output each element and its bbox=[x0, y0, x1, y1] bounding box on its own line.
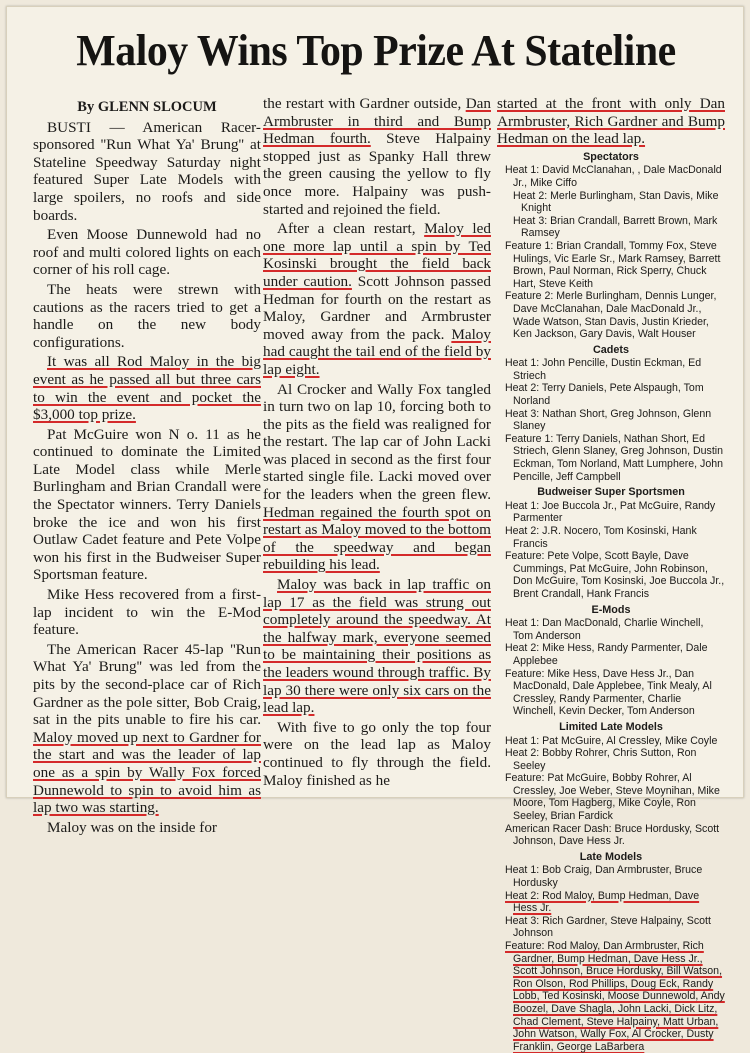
paragraph: Even Moose Dunnewold had no roof and multi colored lights on each corner of his roll cage. bbox=[33, 226, 261, 279]
text-run: Steve Halpainy stopped just as Spanky Hall threw the green causing the yellow to fly once more. Halpainy was push-started and rejoined the field. bbox=[263, 130, 491, 218]
text-run: After a clean restart, bbox=[277, 220, 425, 238]
highlight: Dan Armbruster in third and Bump Hedman fourth. bbox=[263, 95, 491, 148]
result-line-highlighted bbox=[505, 890, 725, 915]
highlight: Maloy led one more lap until a spin by Ted Kosinski brought the field back under caution. bbox=[263, 220, 491, 290]
paragraph bbox=[33, 641, 261, 817]
result-line: Heat 3: Nathan Short, Greg Johnson, Glenn Slaney bbox=[505, 407, 712, 433]
results-section-title: Spectators bbox=[583, 150, 639, 163]
result-line: Heat 1: David McClanahan, , Dale MacDonald Jr., Mike Ciffo bbox=[505, 164, 722, 189]
result-line: Heat 1: John Pencille, Dustin Eckman, Ed Striech bbox=[505, 357, 702, 382]
paragraph: Mike Hess recovered from a first-lap incident to win the E-Mod feature. bbox=[33, 586, 261, 639]
result-line: Heat 1: Joe Buccola Jr., Pat McGuire, Randy Parmenter bbox=[505, 499, 716, 525]
results-section-title: Limited Late Models bbox=[559, 720, 663, 733]
article-column-2 bbox=[263, 95, 491, 799]
result-line: Heat 3: Brian Crandall, Barrett Brown, Mark Ramsey bbox=[513, 214, 718, 240]
paragraph-highlighted bbox=[33, 353, 261, 423]
paragraph: BUSTI — American Racer-sponsored ''Run What Ya' Brung'' at Stateline Speedway Saturday night featured Super Late Models with large spoilers, no roofs and side boards. bbox=[33, 118, 261, 224]
result-line: Heat 2: Bobby Rohrer, Chris Sutton, Ron Seeley bbox=[505, 747, 697, 772]
paragraph bbox=[263, 220, 491, 378]
result-line: Heat 1: Bob Craig, Dan Armbruster, Bruce Hordusky bbox=[505, 864, 703, 890]
results-section-title: E-Mods bbox=[591, 603, 631, 616]
result-line: Feature 2: Merle Burlingham, Dennis Lunger, Dave McClanahan, Dale MacDonald Jr., Wade Watson, Stan Davis, Justin Krieder, Ken Jackson, Gary Davis, Walt Houser bbox=[505, 290, 717, 341]
results-column bbox=[497, 95, 725, 1053]
byline: By GLENN SLOCUM bbox=[77, 99, 217, 115]
paragraph bbox=[263, 95, 491, 218]
result-line: Feature 1: Brian Crandall, Tommy Fox, Steve Hulings, Vic Earle Sr., Mark Ramsey, Barrett Brown, Paul Norman, Rick Sperry, Chuck Hart, Steve Keith bbox=[505, 239, 721, 290]
text-run: Al Crocker and Wally Fox tangled in turn two on lap 10, forcing both to the pits as the field was realigned for the restart. The lap car of John Lacki was placed in second as the first four started single file. Lacki moved over for the leaders when the green flew. bbox=[263, 380, 491, 504]
highlight: started at the front with only Dan Armbruster, Rich Gardner and Bump Hedman on the lead lap. bbox=[497, 95, 725, 148]
result-line: Heat 2: Terry Daniels, Pete Alspaugh, Tom Norland bbox=[505, 382, 704, 408]
result-line: Feature 1: Terry Daniels, Nathan Short, Ed Striech, Glenn Slaney, Greg Johnson, Dustin Eckman, Tom Norland, Matt Lumphere, John Pencille, Jeff Campbell bbox=[505, 432, 724, 483]
text-run: The American Racer 45-lap ''Run What Ya' Brung'' was led from the pits by the second-place car of Rich Gardner as the pole sitter, Bob Craig, sat in the pits unable to fire his car. bbox=[33, 640, 261, 729]
result-line: Feature: Pat McGuire, Bobby Rohrer, Al Cressley, Joe Weber, Steve Moynihan, Mike Moore, Tom Hagberg, Mike Coyle, Ron Seeley, Brian Fardick bbox=[505, 772, 720, 823]
results-section-title: Late Models bbox=[579, 850, 643, 863]
paragraph: Maloy was on the inside for bbox=[47, 818, 217, 836]
paragraph bbox=[263, 381, 491, 575]
highlight: Maloy had caught the tail end of the field by lap eight. bbox=[263, 325, 491, 378]
paragraph-highlighted bbox=[263, 576, 491, 717]
paragraph: The heats were strewn with cautions as the racers tried to get a handle on the new body configurations. bbox=[33, 280, 261, 351]
result-line: Feature: Pete Volpe, Scott Bayle, Dave Cummings, Pat McGuire, John Robinson, Don McGuire, Tom Kosinski, Joe Buccola Jr., Brent Crandall, Hank Francis bbox=[505, 550, 725, 600]
highlight: Heat 2: Rod Maloy, Bump Hedman, Dave Hess Jr. bbox=[505, 889, 700, 915]
result-line: Heat 1: Pat McGuire, Al Cressley, Mike Coyle bbox=[505, 734, 718, 747]
highlight: Feature: Rod Maloy, Dan Armbruster, Rich Gardner, Bump Hedman, Dave Hess Jr., Scott Johnson, Bruce Hordusky, Bill Watson, Ron Olson, Rod Phillips, Doug Eck, Randy Lobb, Ted Kosinski, Moose Dunnewold, Andy Boozel, Dave Shagla, John Lacki, Dick Litz, Chad Clement, Steve Halpainy, Matt Urban, John Watson, Wally Fox, Al Crocker, Dusty Franklin, George LaBarbera bbox=[505, 940, 725, 1053]
highlight: Maloy was back in lap traffic on lap 17 as the field was strung out completely around the speedway. At the halfway mark, everyone seemed to be maintaining their positions as the leaders wound through traffic. By lap 30 there were only six cars on the lead lap. bbox=[263, 576, 491, 717]
newspaper-clipping bbox=[6, 6, 744, 1053]
paragraph-highlighted bbox=[497, 95, 725, 148]
paragraph: With five to go only the top four were on the lead lap as Maloy continued to fly through the field. Maloy finished as he bbox=[263, 718, 491, 789]
result-line-highlighted bbox=[505, 940, 725, 1053]
result-line: Heat 2: J.R. Nocero, Tom Kosinski, Hank Francis bbox=[505, 525, 697, 550]
highlight: Hedman regained the fourth spot on restart as Maloy moved to the bottom of the speedway and began rebuilding his lead. bbox=[263, 503, 491, 574]
result-line: Feature: Mike Hess, Dave Hess Jr., Dan MacDonald, Dale Applebee, Tink Mealy, Al Cressley, Randy Parmenter, Charlie Winchell, Kevin Decker, Tom Anderson bbox=[505, 667, 712, 718]
highlight: It was all Rod Maloy in the big event as he passed all but three cars to win the event and pocket the $3,000 top prize. bbox=[33, 353, 261, 424]
headline: Maloy Wins Top Prize At Stateline bbox=[76, 26, 676, 75]
result-line: Heat 3: Rich Gardner, Steve Halpainy, Scott Johnson bbox=[505, 914, 711, 940]
result-line: Heat 2: Merle Burlingham, Stan Davis, Mike Knight bbox=[513, 189, 719, 215]
results-section-title: Cadets bbox=[592, 343, 629, 356]
text-run: the restart with Gardner outside, bbox=[263, 95, 466, 112]
text-run: Scott Johnson passed Hedman for fourth on the restart as Maloy, Gardner and Armbruster moved away from the pack. bbox=[263, 272, 491, 343]
result-line: American Racer Dash: Bruce Hordusky, Scott Johnson, Dave Hess Jr. bbox=[505, 822, 720, 848]
article-column-1 bbox=[33, 99, 261, 836]
results-section-title: Budweiser Super Sportsmen bbox=[537, 486, 685, 499]
highlight: Maloy moved up next to Gardner for the start and was the leader of lap one as a spin by Wally Fox forced Dunnewold to spin to avoid him as lap two was starting. bbox=[33, 728, 261, 817]
result-line: Heat 2: Mike Hess, Randy Parmenter, Dale Applebee bbox=[505, 642, 708, 667]
result-line: Heat 1: Dan MacDonald, Charlie Winchell, Tom Anderson bbox=[505, 617, 704, 642]
paragraph: Pat McGuire won N o. 11 as he continued to dominate the Limited Late Model class while Merle Burlingham and Brian Crandall were the Spectator winners. Terry Daniels broke the ice and won his first Outlaw Cadet feature and Pete Volpe won his first in the Budweiser Super Sportsman feature. bbox=[33, 425, 261, 584]
